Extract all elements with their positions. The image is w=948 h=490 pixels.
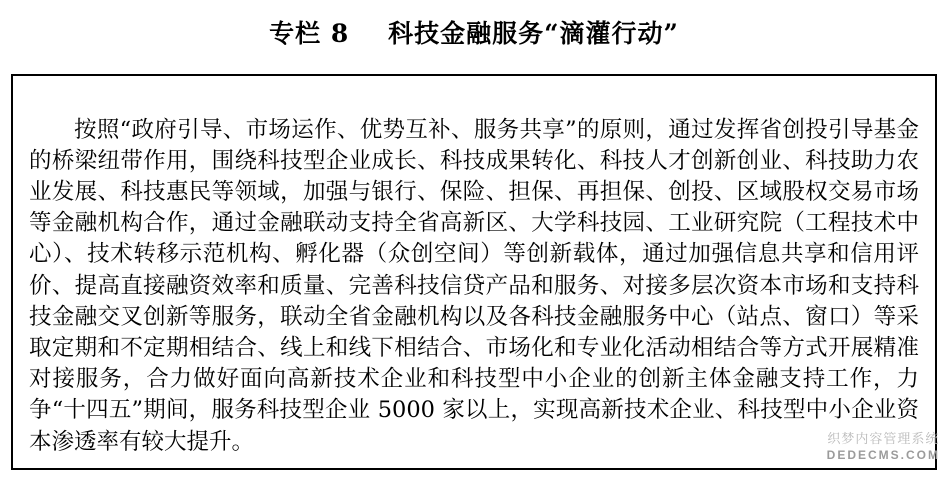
watermark-line-1: 织梦内容管理系统 (827, 431, 940, 446)
page-title: 专栏 8 科技金融服务“滴灌行动” (269, 19, 679, 48)
body-paragraph: 按照“政府引导、市场运作、优势互补、服务共享”的原则，通过发挥省创投引导基金的桥梁纽带作用，围绕科技型企业成长、科技成果转化、科技人才创新创业、科技助力农业发展、科技惠民等领域，加强与银行、保险、担保、再担保、创投、区域股权交易市场等金融机构合作，通过金融联动支持全省高新区、大学科技园、工业研究院（工程技术中心）、技术转移示范机构、孵化器（众创空间）等创新载体，通过加强信息共享和信用评价、提高直接融资效率和质量、完善科技信贷产品和服务、对接多层次资本市场和支持科技金融交叉创新等服务，联动全省金融机构以及各科技金融服务中心（站点、窗口）等采取定期和不定期相结合、线上和线下相结合、市场化和专业化活动相结合等方式开展精准对接服务，合力做好面向高新技术企业和科技型中小企业的创新主体金融支持工作，力争“十四五”期间，服务科技型企业 5000 家以上，实现高新技术企业、科技型中小企业资本渗透率有较大提升。 (29, 116, 919, 455)
content-box-inner (13, 76, 935, 490)
content-box (11, 74, 940, 470)
watermark (827, 431, 940, 463)
watermark-line-2: DEDECMS.COM (826, 448, 940, 462)
